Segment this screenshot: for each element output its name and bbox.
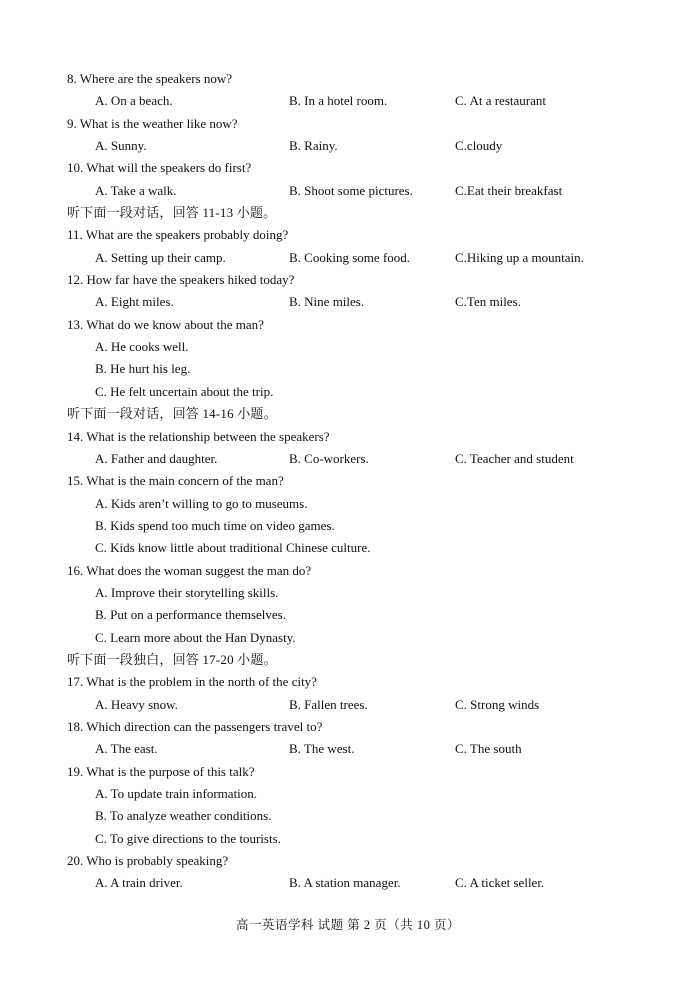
answer-option: C. A ticket seller. bbox=[455, 875, 545, 891]
answer-option: A. Setting up their camp. bbox=[95, 249, 226, 265]
option-row bbox=[67, 448, 667, 470]
answer-option: C. Strong winds bbox=[455, 696, 540, 712]
question-stem bbox=[67, 113, 667, 135]
question-text: What is the problem in the north of the city? bbox=[86, 674, 317, 690]
question-text: Which direction can the passengers travel to? bbox=[86, 718, 323, 734]
question-stem bbox=[67, 157, 667, 179]
answer-option: C. The south bbox=[455, 741, 522, 757]
option-row bbox=[67, 872, 667, 894]
option-row bbox=[67, 247, 667, 269]
question-stem bbox=[67, 716, 667, 738]
question-number: 8. bbox=[67, 71, 77, 86]
option-row bbox=[67, 738, 667, 760]
answer-option: C.Hiking up a mountain. bbox=[455, 249, 584, 265]
question-number: 10. bbox=[67, 160, 84, 176]
question-text: What is the purpose of this talk? bbox=[86, 763, 255, 779]
answer-option: A. Sunny. bbox=[95, 138, 147, 154]
answer-option: B. Rainy. bbox=[289, 138, 338, 154]
answer-option: A. He cooks well. bbox=[95, 339, 189, 355]
question-stem bbox=[67, 761, 667, 783]
answer-option: A. On a beach. bbox=[95, 93, 173, 109]
answer-option: C.Eat their breakfast bbox=[455, 182, 563, 198]
answer-option: C. Learn more about the Han Dynasty. bbox=[95, 629, 296, 645]
question-number: 17. bbox=[67, 674, 84, 690]
answer-option: A. Improve their storytelling skills. bbox=[95, 584, 279, 600]
question-text: What does the woman suggest the man do? bbox=[86, 562, 312, 578]
answer-option: B. Fallen trees. bbox=[289, 696, 368, 712]
answer-option: B. Nine miles. bbox=[289, 294, 365, 310]
question-text: Who is probably speaking? bbox=[86, 853, 229, 869]
question-stem bbox=[67, 850, 667, 872]
answer-option: A. The east. bbox=[95, 741, 158, 757]
option-row bbox=[67, 180, 667, 202]
question-number: 15. bbox=[67, 473, 84, 489]
option-row bbox=[67, 694, 667, 716]
question-stem bbox=[67, 470, 667, 492]
answer-option: B. To analyze weather conditions. bbox=[95, 808, 272, 824]
answer-option: C. Teacher and student bbox=[455, 450, 574, 466]
answer-option: A. Heavy snow. bbox=[95, 696, 178, 712]
question-text: What do we know about the man? bbox=[86, 316, 264, 332]
answer-option: B. Cooking some food. bbox=[289, 249, 410, 265]
section-instruction: 听下面一段独白，回答 17-20 小题。 bbox=[67, 651, 277, 667]
answer-option: B. Shoot some pictures. bbox=[289, 182, 413, 198]
question-text: Where are the speakers now? bbox=[79, 71, 233, 86]
question-number: 16. bbox=[67, 562, 84, 578]
section-instruction: 听下面一段对话，回答 14-16 小题。 bbox=[67, 406, 277, 422]
answer-option: C. Kids know little about traditional Chinese culture. bbox=[95, 540, 371, 556]
option-row bbox=[67, 90, 667, 112]
question-stem bbox=[67, 269, 667, 291]
answer-option: C. To give directions to the tourists. bbox=[95, 830, 281, 846]
question-stem bbox=[67, 224, 667, 246]
question-number: 13. bbox=[67, 316, 84, 332]
question-text: What are the speakers probably doing? bbox=[85, 227, 289, 243]
question-number: 18. bbox=[67, 718, 84, 734]
answer-option: C.Ten miles. bbox=[455, 294, 521, 310]
question-number: 11. bbox=[67, 227, 83, 243]
answer-option: B. He hurt his leg. bbox=[95, 361, 191, 377]
answer-option: C. He felt uncertain about the trip. bbox=[95, 383, 274, 399]
answer-option: A. Eight miles. bbox=[95, 294, 174, 310]
answer-option: A. Take a walk. bbox=[95, 182, 177, 198]
question-number: 14. bbox=[67, 428, 84, 444]
answer-option: C.cloudy bbox=[455, 138, 503, 154]
question-number: 20. bbox=[67, 853, 84, 869]
answer-option: A. Kids aren’t willing to go to museums. bbox=[95, 495, 308, 511]
question-text: What will the speakers do first? bbox=[86, 160, 252, 176]
answer-option: B. In a hotel room. bbox=[289, 93, 388, 109]
answer-option: B. Put on a performance themselves. bbox=[95, 607, 286, 623]
question-stem bbox=[67, 426, 667, 448]
option-row bbox=[67, 135, 667, 157]
page-footer: 高一英语学科 试题 第 2 页（共 10 页） bbox=[235, 918, 460, 932]
option-row bbox=[67, 291, 667, 313]
question-stem bbox=[67, 671, 667, 693]
answer-option: B. A station manager. bbox=[289, 875, 401, 891]
answer-option: B. Co-workers. bbox=[289, 450, 369, 466]
answer-option: A. Father and daughter. bbox=[95, 450, 218, 466]
question-text: What is the relationship between the speakers? bbox=[86, 428, 330, 444]
question-number: 9. bbox=[67, 115, 77, 131]
question-text: How far have the speakers hiked today? bbox=[86, 272, 295, 288]
question-number: 12. bbox=[67, 272, 84, 288]
answer-option: A. A train driver. bbox=[95, 875, 183, 891]
question-number: 19. bbox=[67, 763, 84, 779]
section-instruction: 听下面一段对话，回答 11-13 小题。 bbox=[67, 205, 277, 221]
question-list bbox=[67, 68, 667, 895]
question-stem bbox=[67, 560, 667, 582]
answer-option: A. To update train information. bbox=[95, 786, 258, 801]
answer-option: B. Kids spend too much time on video games. bbox=[95, 517, 335, 533]
answer-option: B. The west. bbox=[289, 741, 355, 757]
question-stem bbox=[67, 314, 667, 336]
question-stem bbox=[67, 68, 667, 90]
question-text: What is the main concern of the man? bbox=[86, 473, 284, 489]
answer-option: C. At a restaurant bbox=[455, 93, 546, 109]
question-text: What is the weather like now? bbox=[79, 115, 238, 131]
